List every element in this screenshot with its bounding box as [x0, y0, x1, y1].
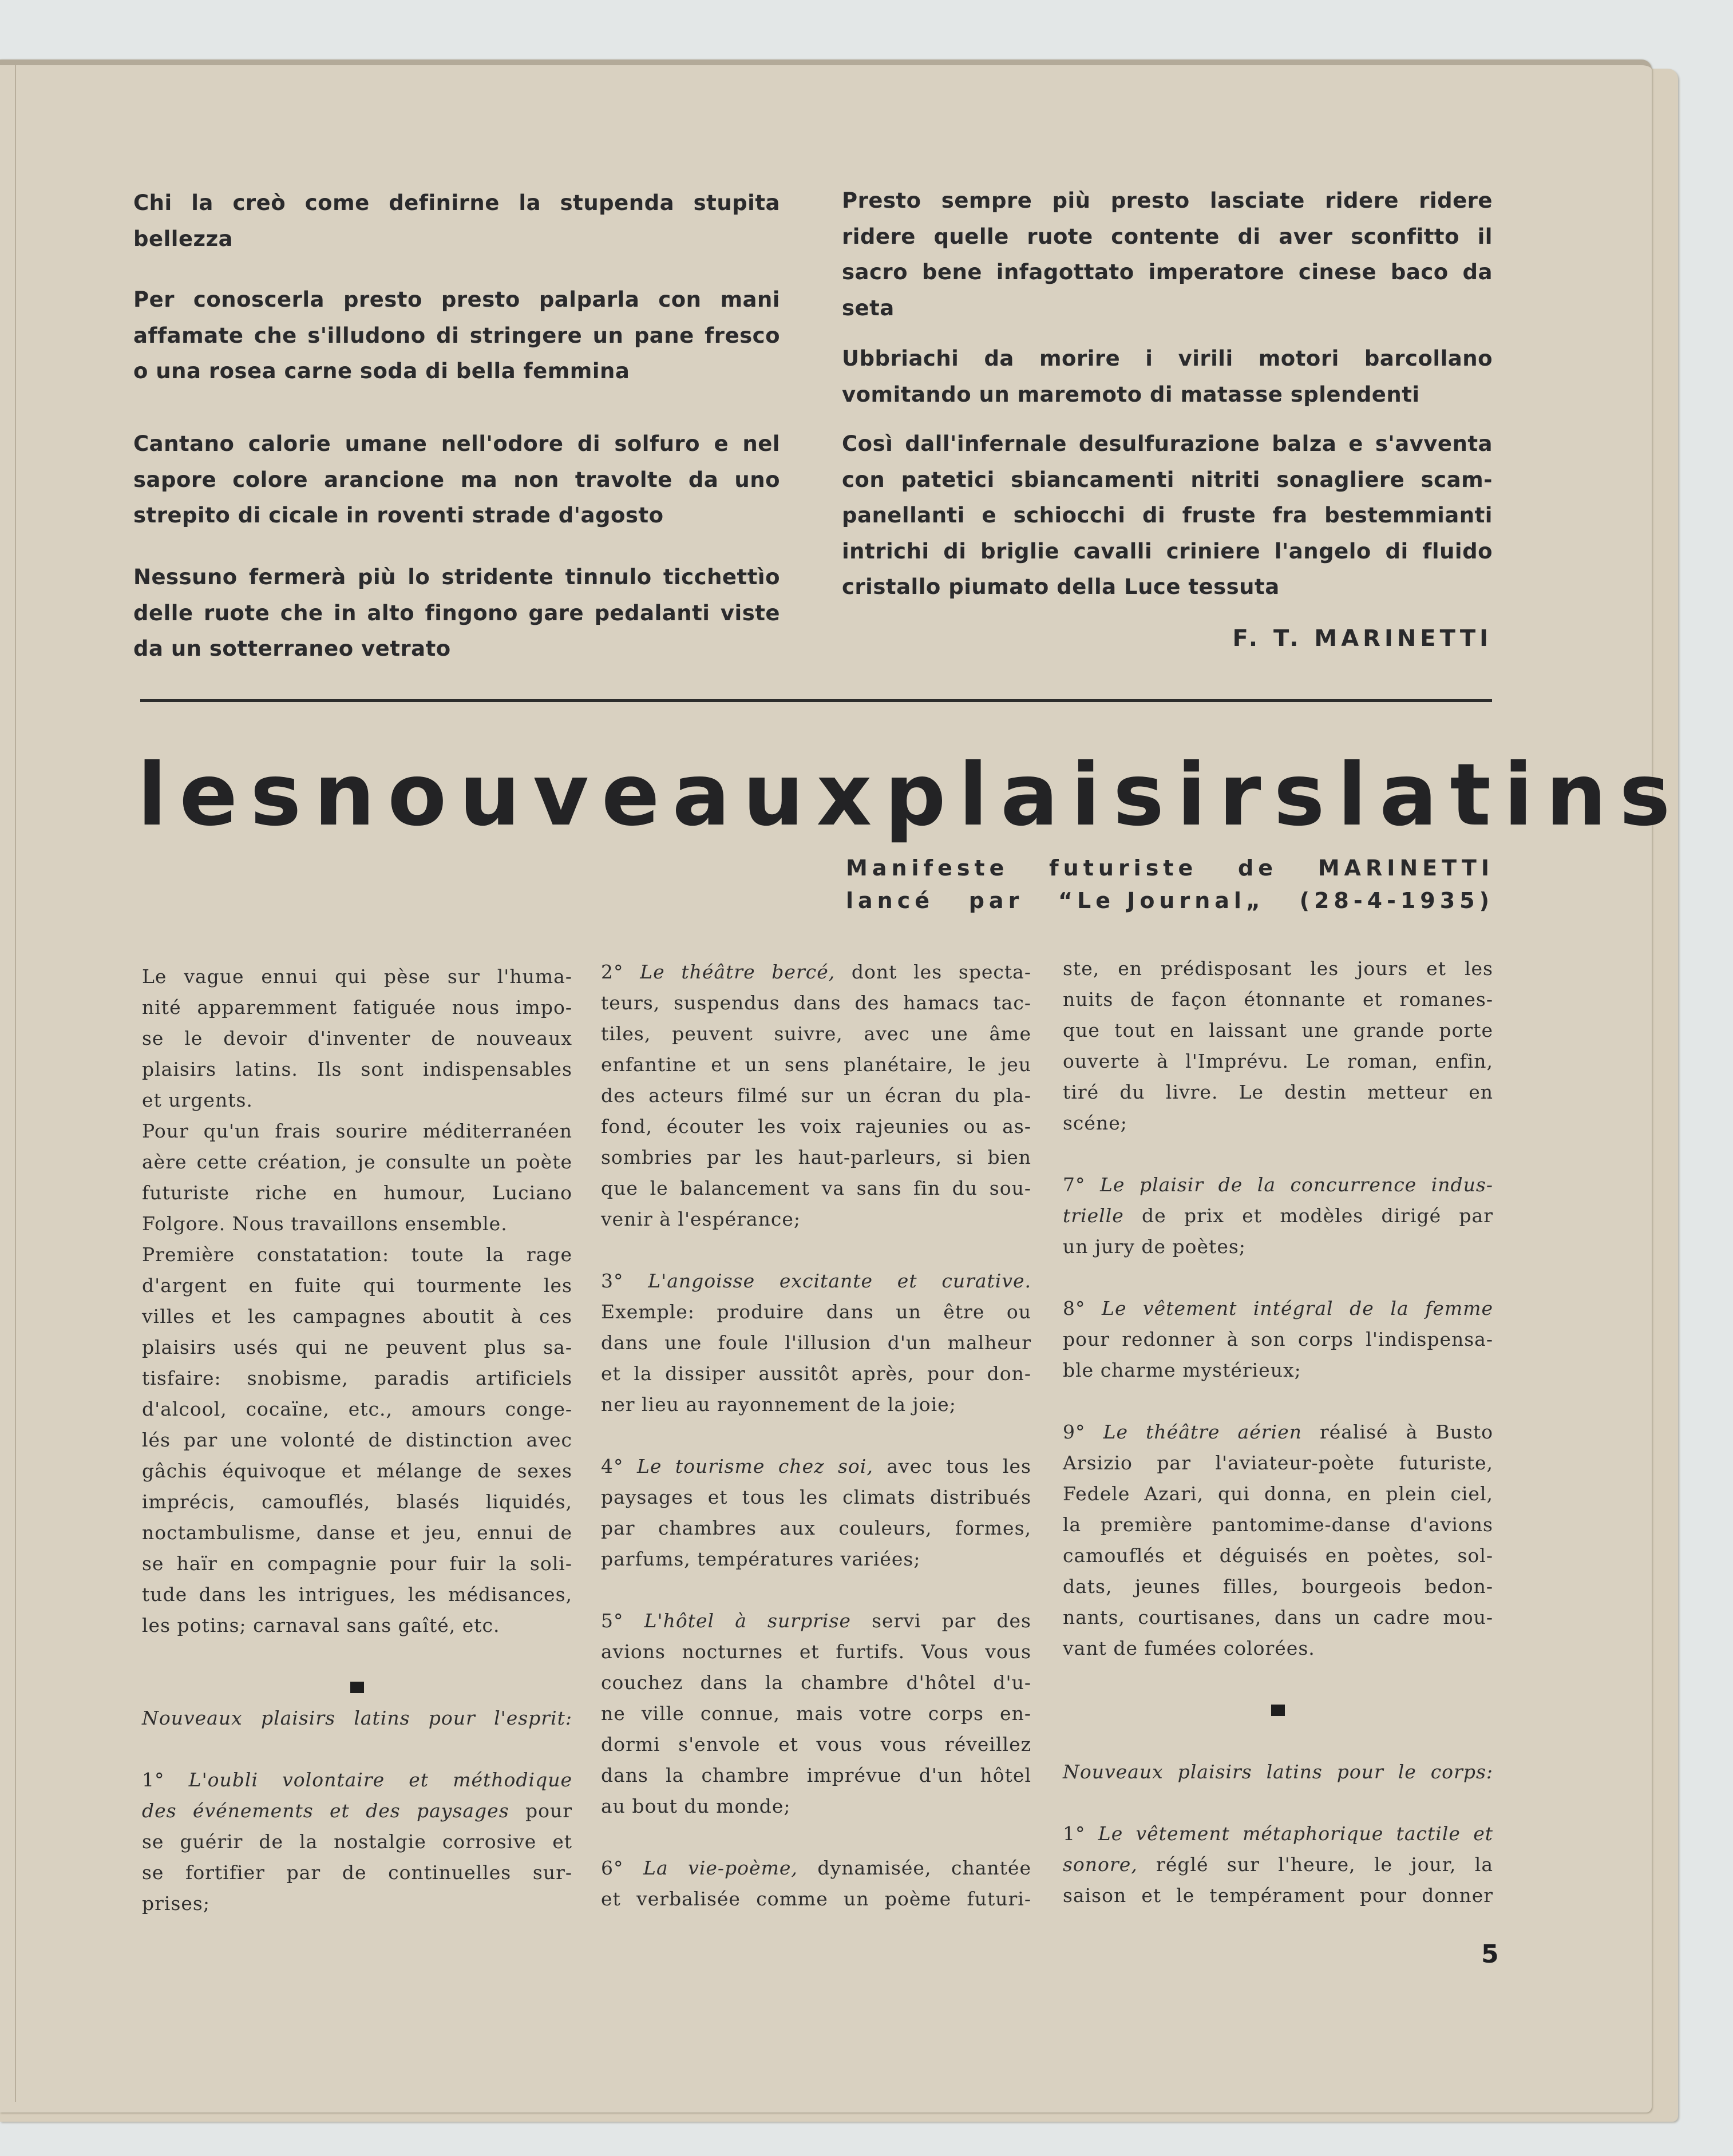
page-fold-line [15, 65, 16, 2102]
article-column-1 [142, 961, 572, 1919]
black-square-icon [350, 1682, 364, 1693]
text-line: les potins; carnaval sans gaîté, etc. [142, 1614, 500, 1636]
blank-line [142, 1641, 572, 1672]
text-line: ne ville connue, mais votre corps en- [601, 1702, 1031, 1725]
text-line: se guérir de la nostalgie corrosive et [142, 1830, 572, 1853]
poem-line: affamate che s'illudono di stringere un pane fresco [133, 323, 780, 348]
section-separator [142, 1672, 572, 1703]
poem-line: o una rosea carne soda di bella femmina [133, 359, 630, 383]
subtitle-word: par [968, 888, 1024, 913]
poem-stanza [133, 185, 780, 257]
italic-term: Le théâtre aérien [1103, 1421, 1302, 1443]
poem-line: Chi la creò come definirne la stupenda stupita [133, 191, 780, 215]
article-subtitle-line-2 [846, 888, 1494, 913]
poem-stanza [842, 183, 1493, 326]
text-line [1063, 1818, 1493, 1849]
paragraph [601, 1606, 1031, 1822]
blank-line [601, 1575, 1031, 1606]
text-line: et verbalisée comme un poème futuri- [601, 1888, 1031, 1910]
italic-term: des événements et des paysages [142, 1800, 509, 1822]
text-line: villes et les campagnes aboutit à ces [142, 1305, 572, 1327]
text-line [1063, 1170, 1493, 1200]
text-line: scéne; [1063, 1112, 1127, 1134]
text-segment: 7° [1063, 1174, 1101, 1196]
text-line: tisfaire: snobisme, paradis artificiels [142, 1367, 572, 1389]
paragraph [601, 957, 1031, 1235]
text-line: fond, écouter les voix rajeunies ou as- [601, 1115, 1031, 1138]
paragraph [601, 1266, 1031, 1420]
italic-term: trielle [1063, 1204, 1124, 1227]
poem-line: delle ruote che in alto fingono gare pedalanti viste [133, 600, 780, 625]
title-word: plaisirs [884, 746, 1338, 845]
text-line [1063, 1849, 1493, 1880]
text-segment: 1° [142, 1769, 189, 1791]
text-line: Arsizio par l'aviateur-poète futuriste, [1063, 1452, 1493, 1474]
text-line: se haïr en compagnie pour fuir la soli- [142, 1552, 572, 1575]
text-line: et la dissiper aussitôt après, pour don- [601, 1362, 1031, 1385]
poem-line: panellanti e schiocchi di fruste fra bestemmianti [842, 503, 1493, 528]
text-line: dans la chambre imprévue d'un hôtel [601, 1764, 1031, 1786]
italic-term: L'angoisse excitante et curative. [648, 1270, 1031, 1292]
subtitle-word: “Le Journal„ [1058, 888, 1265, 913]
text-line: noctambulisme, danse et jeu, ennui de [142, 1521, 572, 1544]
section-heading [142, 1703, 572, 1734]
italic-term: sonore, [1063, 1853, 1138, 1876]
poem-line: Così dall'infernale desulfurazione balza e s'avventa [842, 431, 1493, 456]
poem-line: Presto sempre più presto lasciate ridere ridere [842, 188, 1493, 213]
text-line: saison et le tempérament pour donner [1063, 1884, 1493, 1907]
poem-line: Nessuno fermerà più lo stridente tinnulo ticchettìo [133, 565, 780, 589]
italic-term: L'hôtel à surprise [644, 1610, 851, 1632]
paragraph [142, 1765, 572, 1919]
text-segment: réglé sur l'heure, le jour, la [1137, 1853, 1493, 1876]
blank-line [142, 1734, 572, 1765]
text-line [601, 1451, 1031, 1482]
paragraph [142, 1239, 572, 1641]
text-line: couchez dans la chambre d'hôtel d'u- [601, 1671, 1031, 1694]
text-line: par chambres aux couleurs, formes, [601, 1517, 1031, 1539]
poem-line: seta [842, 295, 895, 320]
poem-line: sacro bene infagottato imperatore cinese baco da [842, 260, 1493, 284]
text-line: tude dans les intrigues, les médisances, [142, 1583, 572, 1606]
text-segment: avec tous les [873, 1455, 1031, 1477]
text-line [1063, 1293, 1493, 1324]
poem-stanza [133, 282, 780, 390]
text-line: lés par une volonté de distinction avec [142, 1429, 572, 1451]
poem-line: vomitando un maremoto di matasse splendenti [842, 382, 1420, 407]
article-column-2 [601, 957, 1031, 1915]
text-segment: 2° [601, 961, 640, 983]
text-line [142, 1796, 572, 1826]
text-line: dats, jeunes filles, bourgeois bedon- [1063, 1575, 1493, 1598]
text-segment: 9° [1063, 1421, 1103, 1443]
text-line: se le devoir d'inventer de nouveaux [142, 1027, 572, 1049]
text-line: vant de fumées colorées. [1063, 1637, 1315, 1659]
poem-line: Ubbriachi da morire i virili motori barcollano [842, 346, 1493, 371]
poem-line: da un sotterraneo vetrato [133, 636, 451, 661]
subtitle-word: (28-4-1935) [1299, 888, 1494, 913]
text-segment: 1° [1063, 1822, 1098, 1845]
text-segment: pour [509, 1800, 572, 1822]
text-line: Nouveaux plaisirs latins pour l'esprit: [142, 1707, 572, 1729]
section-heading [1063, 1757, 1493, 1788]
text-line: d'alcool, cocaïne, etc., amours conge- [142, 1398, 572, 1420]
poem-line: intrichi di briglie cavalli criniere l'angelo di fluido [842, 538, 1493, 564]
text-line [601, 1266, 1031, 1297]
blank-line [1063, 1139, 1493, 1170]
text-line: plaisirs usés qui ne peuvent plus sa- [142, 1336, 572, 1358]
black-square-icon [1271, 1705, 1285, 1716]
text-line [601, 957, 1031, 988]
poem-line: strepito di cicale in roventi strade d'agosto [133, 503, 664, 528]
text-line [601, 1853, 1031, 1884]
poem-line: bellezza [133, 226, 234, 251]
poem-line: con patetici sbiancamenti nitriti sonagliere scam- [842, 467, 1493, 492]
text-line [1063, 1417, 1493, 1448]
text-line [601, 1606, 1031, 1636]
text-line: se fortifier par de continuelles sur- [142, 1861, 572, 1884]
article-column-3 [1063, 953, 1493, 1911]
text-line: camouflés et déguisés en poètes, sol- [1063, 1544, 1493, 1567]
poem-stanza [133, 426, 780, 534]
text-segment: dynamisée, chantée [797, 1857, 1031, 1879]
text-line: tiles, peuvent suivre, avec une âme [601, 1022, 1031, 1045]
text-segment: 4° [601, 1455, 637, 1477]
text-line: Folgore. Nous travaillons ensemble. [142, 1212, 508, 1235]
blank-line [601, 1235, 1031, 1266]
text-segment: 3° [601, 1270, 648, 1292]
text-line: des acteurs filmé sur un écran du pla- [601, 1084, 1031, 1107]
text-segment: dont les specta- [835, 961, 1031, 983]
italic-term: Le théâtre bercé, [640, 961, 836, 983]
paragraph [142, 1116, 572, 1239]
poem-line: ridere quelle ruote contente di aver sconfitto il [842, 224, 1493, 249]
subtitle-word: MARINETTI [1317, 855, 1494, 881]
text-line: futuriste riche en humour, Luciano [142, 1182, 572, 1204]
text-line: Nouveaux plaisirs latins pour le corps: [1063, 1761, 1493, 1783]
paragraph [1063, 1818, 1493, 1911]
text-line: ble charme mystérieux; [1063, 1359, 1301, 1381]
italic-term: Le plaisir de la concurrence indus- [1100, 1174, 1493, 1196]
blank-line [1063, 1386, 1493, 1417]
subtitle-word: Manifeste [846, 855, 1009, 881]
text-line: enfantine et un sens planétaire, le jeu [601, 1053, 1031, 1076]
text-line: Pour qu'un frais sourire méditerranéen [142, 1120, 572, 1142]
text-line [1063, 1200, 1493, 1231]
text-line: Exemple: produire dans un être ou [601, 1301, 1031, 1323]
text-segment: de prix et modèles dirigé par [1123, 1204, 1493, 1227]
italic-term: Le vêtement métaphorique tactile et [1098, 1822, 1493, 1845]
text-line: prises; [142, 1892, 210, 1915]
text-line: paysages et tous les climats distribués [601, 1486, 1031, 1508]
title-word: nouveaux [314, 746, 885, 845]
page-number: 5 [1481, 1940, 1499, 1969]
text-line: et urgents. [142, 1089, 253, 1111]
section-divider-rule [140, 699, 1492, 702]
text-line: d'argent en fuite qui tourmente les [142, 1274, 572, 1297]
text-line: dans une foule l'illusion d'un malheur [601, 1331, 1031, 1354]
text-segment: servi par des [850, 1610, 1031, 1632]
poem-signature: F. T. MARINETTI [1232, 625, 1492, 652]
text-line: aère cette création, je consulte un poète [142, 1151, 572, 1173]
poem-line: sapore colore arancione ma non travolte da uno [133, 467, 780, 492]
italic-term: Le tourisme chez soi, [636, 1455, 873, 1477]
text-line: que tout en laissant une grande porte [1063, 1019, 1493, 1041]
article-subtitle-line-1 [846, 855, 1494, 881]
text-line: nité apparemment fatiguée nous impo- [142, 996, 572, 1018]
blank-line [1063, 1726, 1493, 1757]
text-line: imprécis, camouflés, blasés liquidés, [142, 1491, 572, 1513]
blank-line [1063, 1664, 1493, 1695]
italic-term: La vie-poème, [643, 1857, 798, 1879]
subtitle-word: de [1238, 855, 1277, 881]
paragraph [1063, 1417, 1493, 1664]
blank-line [601, 1822, 1031, 1853]
poem-line: Cantano calorie umane nell'odore di solfuro e nel [133, 431, 780, 456]
text-line: la première pantomime-danse d'avions [1063, 1513, 1493, 1536]
text-line: venir à l'espérance; [601, 1208, 801, 1230]
subtitle-word: futuriste [1049, 855, 1198, 881]
italic-term: Le vêtement intégral de la femme [1102, 1297, 1493, 1319]
text-line: Première constatation: toute la rage [142, 1243, 572, 1266]
blank-line [1063, 1262, 1493, 1293]
text-segment: 5° [601, 1610, 644, 1632]
text-segment: 8° [1063, 1297, 1102, 1319]
paragraph [1063, 953, 1493, 1139]
text-line: teurs, suspendus dans des hamacs tac- [601, 992, 1031, 1014]
text-line: ste, en prédisposant les jours et les [1063, 957, 1493, 980]
text-segment: 6° [601, 1857, 644, 1879]
text-line: gâchis équivoque et mélange de sexes [142, 1460, 572, 1482]
text-line: au bout du monde; [601, 1795, 791, 1817]
text-line: Fedele Azari, qui donna, en plein ciel, [1063, 1483, 1493, 1505]
italic-term: L'oubli volontaire et méthodique [188, 1769, 572, 1791]
text-line: Le vague ennui qui pèse sur l'huma- [142, 965, 572, 988]
text-line [142, 1765, 572, 1796]
poem-stanza [133, 560, 780, 667]
title-word: latins [1337, 746, 1683, 845]
text-line: avions nocturnes et furtifs. Vous vous [601, 1640, 1031, 1663]
text-line: ouverte à l'Imprévu. Le roman, enfin, [1063, 1050, 1493, 1072]
article-title [137, 744, 1683, 847]
section-separator [1063, 1695, 1493, 1726]
blank-line [601, 1420, 1031, 1451]
poem-stanza [842, 426, 1493, 605]
text-line: que le balancement va sans fin du sou- [601, 1177, 1031, 1199]
text-line: nants, courtisanes, dans un cadre mou- [1063, 1606, 1493, 1628]
text-line: parfums, températures variées; [601, 1548, 921, 1570]
text-segment: réalisé à Busto [1301, 1421, 1493, 1443]
poem-stanza [842, 341, 1493, 413]
paragraph [1063, 1293, 1493, 1386]
title-word: les [137, 746, 314, 845]
paragraph [601, 1451, 1031, 1575]
paragraph [601, 1853, 1031, 1915]
paragraph [142, 961, 572, 1116]
text-line: plaisirs latins. Ils sont indispensables [142, 1058, 572, 1080]
text-line: dormi s'envole et vous vous réveillez [601, 1733, 1031, 1755]
text-line: ner lieu au rayonnement de la joie; [601, 1393, 956, 1416]
subtitle-word: lancé [846, 888, 935, 913]
text-line: sombries par les haut-parleurs, si bien [601, 1146, 1031, 1168]
text-line: pour redonner à son corps l'indispensa- [1063, 1328, 1493, 1350]
text-line: un jury de poètes; [1063, 1235, 1246, 1258]
poem-line: cristallo piumato della Luce tessuta [842, 574, 1280, 599]
blank-line [1063, 1788, 1493, 1818]
poem-line: Per conoscerla presto presto palparla con mani [133, 287, 780, 312]
paragraph [1063, 1170, 1493, 1262]
text-line: tiré du livre. Le destin metteur en [1063, 1081, 1493, 1103]
text-line: nuits de façon étonnante et romanes- [1063, 988, 1493, 1010]
